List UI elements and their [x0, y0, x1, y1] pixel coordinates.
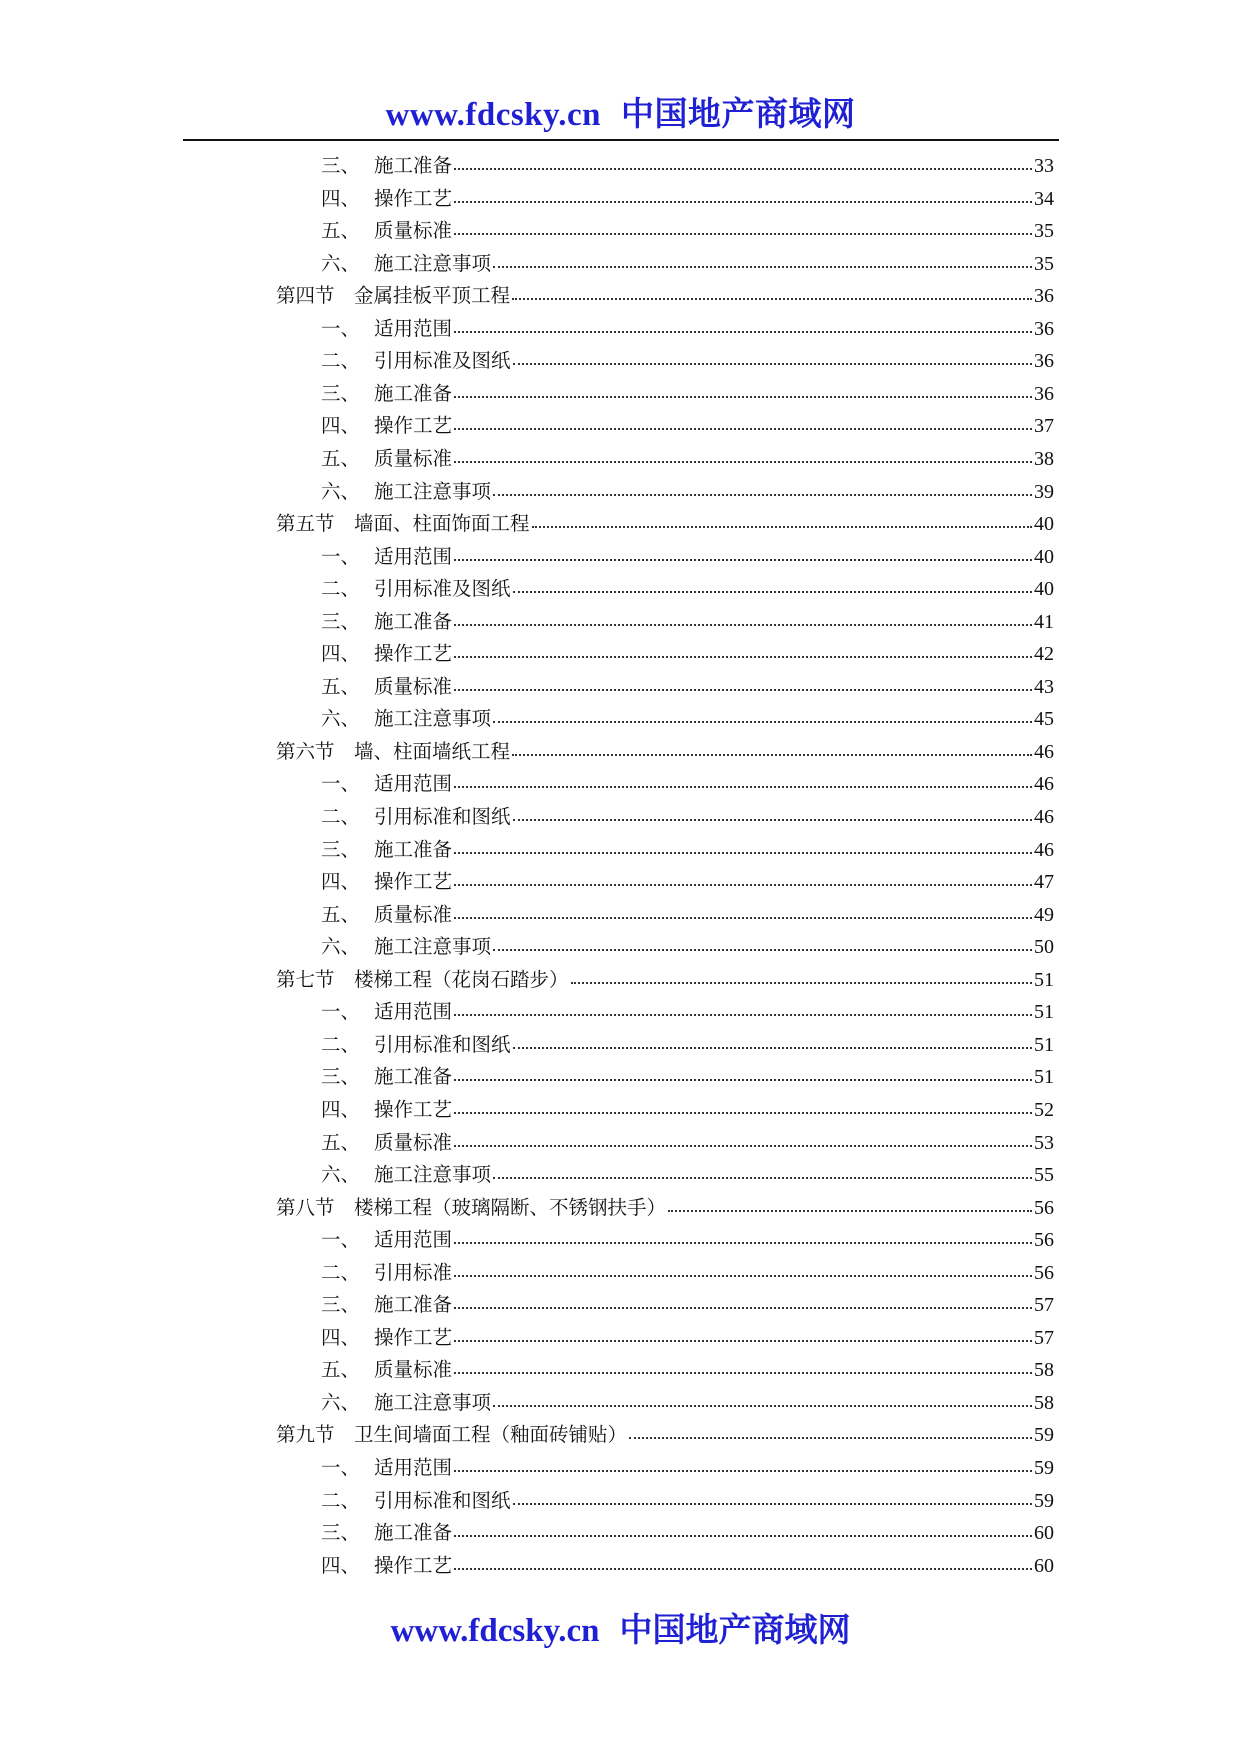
toc-entry-number: 四、 — [321, 1097, 361, 1121]
toc-entry-title: 施工准备 — [374, 1521, 453, 1545]
toc-dot-leader — [454, 152, 1032, 172]
toc-entry-number: 三、 — [321, 609, 361, 633]
toc-subsection-entry[interactable] — [321, 638, 1054, 670]
toc-subsection-entry[interactable] — [321, 573, 1054, 605]
toc-dot-leader — [454, 1291, 1032, 1311]
toc-entry-page-number: 46 — [1034, 740, 1054, 763]
toc-entry-number: 第八节 — [276, 1195, 335, 1219]
toc-entry-number: 第五节 — [276, 512, 335, 536]
header-divider — [183, 139, 1059, 141]
toc-entry-number: 二、 — [321, 1260, 361, 1284]
toc-subsection-entry[interactable] — [321, 248, 1054, 280]
toc-entry-title: 墙面、柱面饰面工程 — [354, 512, 530, 536]
toc-dot-leader — [454, 868, 1032, 888]
toc-entry-page-number: 59 — [1034, 1489, 1054, 1512]
toc-entry-number: 六、 — [321, 251, 361, 275]
toc-entry-title: 施工注意事项 — [374, 1390, 492, 1414]
toc-dot-leader — [629, 1421, 1032, 1441]
toc-entry-page-number: 59 — [1034, 1457, 1054, 1479]
toc-entry-number: 五、 — [321, 674, 361, 698]
toc-section-entry[interactable] — [276, 1192, 1054, 1224]
toc-dot-leader — [493, 933, 1032, 953]
toc-dot-leader — [493, 1161, 1032, 1181]
toc-subsection-entry[interactable] — [321, 1550, 1054, 1582]
toc-subsection-entry[interactable] — [321, 378, 1054, 410]
toc-entry-page-number: 36 — [1034, 382, 1054, 405]
toc-entry-title: 引用标准和图纸 — [374, 805, 511, 828]
toc-entry-number: 三、 — [321, 154, 361, 177]
toc-entry-title: 引用标准和图纸 — [374, 1488, 511, 1512]
toc-entry-page-number: 36 — [1034, 285, 1054, 308]
toc-entry-title: 施工注意事项 — [374, 935, 492, 959]
toc-entry-title: 施工注意事项 — [374, 251, 492, 275]
toc-dot-leader — [454, 901, 1032, 921]
toc-subsection-entry[interactable] — [321, 1257, 1054, 1289]
toc-entry-title: 引用标准 — [374, 1260, 453, 1284]
toc-entry-title: 质量标准 — [374, 1358, 453, 1382]
toc-entry-title: 操作工艺 — [374, 870, 453, 894]
toc-dot-leader — [454, 1324, 1032, 1344]
toc-entry-number: 第九节 — [276, 1423, 335, 1447]
toc-dot-leader — [454, 543, 1032, 563]
toc-subsection-entry[interactable] — [321, 1094, 1054, 1126]
toc-entry-page-number: 57 — [1034, 1326, 1054, 1349]
toc-entry-number: 第六节 — [276, 739, 335, 763]
toc-entry-page-number: 52 — [1034, 1098, 1054, 1121]
toc-entry-page-number: 40 — [1034, 578, 1054, 601]
toc-section-entry[interactable] — [276, 1419, 1054, 1451]
toc-subsection-entry[interactable] — [321, 443, 1054, 475]
toc-dot-leader — [454, 673, 1032, 693]
toc-dot-leader — [454, 185, 1032, 205]
toc-entry-number: 六、 — [321, 1390, 361, 1414]
toc-entry-title: 施工注意事项 — [374, 479, 492, 503]
toc-entry-title: 操作工艺 — [374, 414, 453, 438]
toc-entry-number: 三、 — [321, 1065, 361, 1089]
toc-entry-number: 一、 — [321, 1228, 361, 1252]
toc-dot-leader — [571, 966, 1032, 986]
toc-entry-page-number: 35 — [1034, 220, 1054, 243]
toc-entry-page-number: 58 — [1034, 1359, 1054, 1382]
toc-entry-number: 五、 — [321, 446, 361, 470]
toc-entry-page-number: 51 — [1034, 1033, 1054, 1056]
toc-dot-leader — [454, 1063, 1032, 1083]
toc-entry-page-number: 40 — [1034, 545, 1054, 568]
toc-entry-title: 施工准备 — [374, 609, 453, 633]
toc-entry-number: 四、 — [321, 1553, 361, 1577]
toc-entry-number: 四、 — [321, 186, 361, 210]
toc-entry-page-number: 51 — [1034, 968, 1054, 991]
toc-subsection-entry[interactable] — [321, 671, 1054, 703]
toc-entry-page-number: 47 — [1034, 871, 1054, 894]
toc-entry-page-number: 34 — [1034, 187, 1054, 210]
toc-entry-title: 质量标准 — [374, 902, 453, 926]
toc-subsection-entry[interactable] — [321, 899, 1054, 931]
toc-entry-page-number: 41 — [1034, 610, 1054, 633]
toc-entry-title: 楼梯工程（花岗石踏步） — [354, 967, 569, 991]
toc-entry-page-number: 59 — [1034, 1424, 1054, 1447]
toc-entry-title: 引用标准和图纸 — [374, 1032, 511, 1056]
toc-entry-title: 适用范围 — [374, 1228, 453, 1252]
toc-entry-page-number: 45 — [1034, 708, 1054, 731]
toc-entry-number: 四、 — [321, 870, 361, 894]
toc-subsection-entry[interactable] — [321, 1061, 1054, 1093]
toc-dot-leader — [454, 217, 1032, 237]
toc-entry-page-number: 40 — [1034, 513, 1054, 536]
toc-entry-number: 六、 — [321, 707, 361, 731]
toc-dot-leader — [454, 1226, 1032, 1246]
toc-subsection-entry[interactable] — [321, 1127, 1054, 1159]
toc-subsection-entry[interactable] — [321, 1289, 1054, 1321]
toc-entry-number: 五、 — [321, 902, 361, 926]
toc-dot-leader — [493, 478, 1032, 498]
toc-entry-number: 一、 — [321, 544, 361, 568]
toc-subsection-entry[interactable] — [321, 703, 1054, 735]
toc-subsection-entry[interactable] — [321, 345, 1054, 377]
toc-entry-title: 施工准备 — [374, 1065, 453, 1089]
toc-entry-title: 施工注意事项 — [374, 1163, 492, 1187]
toc-dot-leader — [493, 250, 1032, 270]
toc-entry-page-number: 56 — [1034, 1229, 1054, 1252]
toc-subsection-entry[interactable] — [321, 1224, 1054, 1256]
toc-entry-number: 四、 — [321, 414, 361, 438]
toc-subsection-entry[interactable] — [321, 541, 1054, 573]
toc-entry-title: 施工准备 — [374, 154, 453, 177]
toc-subsection-entry[interactable] — [321, 476, 1054, 508]
toc-entry-page-number: 51 — [1034, 1001, 1054, 1024]
toc-section-entry[interactable] — [276, 736, 1054, 768]
toc-section-entry[interactable] — [276, 508, 1054, 540]
toc-entry-number: 第四节 — [276, 284, 335, 308]
toc-dot-leader — [513, 803, 1032, 823]
toc-entry-title: 楼梯工程（玻璃隔断、不锈钢扶手） — [354, 1195, 667, 1219]
toc-subsection-entry[interactable] — [321, 313, 1054, 345]
toc-dot-leader — [513, 347, 1032, 367]
toc-entry-page-number: 56 — [1034, 1196, 1054, 1219]
toc-entry-page-number: 43 — [1034, 675, 1054, 698]
toc-subsection-entry[interactable] — [321, 150, 1054, 182]
toc-entry-number: 一、 — [321, 316, 361, 340]
toc-entry-page-number: 58 — [1034, 1391, 1054, 1414]
toc-section-entry[interactable] — [276, 280, 1054, 312]
toc-entry-title: 墙、柱面墙纸工程 — [354, 739, 511, 763]
toc-subsection-entry[interactable] — [321, 1029, 1054, 1061]
toc-entry-title: 卫生间墙面工程（釉面砖铺贴） — [354, 1423, 628, 1447]
toc-entry-number: 一、 — [321, 1000, 361, 1024]
toc-entry-title: 操作工艺 — [374, 1097, 453, 1121]
toc-entry-number: 四、 — [321, 1325, 361, 1349]
toc-subsection-entry[interactable] — [321, 606, 1054, 638]
toc-dot-leader — [532, 510, 1032, 530]
toc-entry-page-number: 42 — [1034, 643, 1054, 666]
toc-entry-page-number: 46 — [1034, 773, 1054, 796]
toc-entry-page-number: 46 — [1034, 838, 1054, 861]
toc-entry-number: 五、 — [321, 219, 361, 243]
toc-entry-number: 四、 — [321, 642, 361, 666]
toc-subsection-entry[interactable] — [321, 1354, 1054, 1386]
toc-dot-leader — [454, 315, 1032, 335]
toc-subsection-entry[interactable] — [321, 834, 1054, 866]
toc-entry-page-number: 55 — [1034, 1164, 1054, 1187]
toc-dot-leader — [454, 640, 1032, 660]
toc-dot-leader — [493, 705, 1032, 725]
toc-subsection-entry[interactable] — [321, 768, 1054, 800]
toc-dot-leader — [454, 1129, 1032, 1149]
toc-entry-page-number: 60 — [1034, 1522, 1054, 1545]
toc-entry-page-number: 46 — [1034, 806, 1054, 828]
toc-entry-number: 一、 — [321, 1456, 361, 1479]
toc-subsection-entry[interactable] — [321, 866, 1054, 898]
toc-entry-page-number: 36 — [1034, 317, 1054, 340]
toc-dot-leader — [454, 836, 1032, 856]
toc-entry-number: 二、 — [321, 1032, 361, 1056]
toc-entry-title: 操作工艺 — [374, 1553, 453, 1577]
toc-entry-title: 施工准备 — [374, 837, 453, 861]
toc-entry-number: 二、 — [321, 805, 361, 828]
toc-entry-number: 一、 — [321, 772, 361, 796]
toc-entry-title: 质量标准 — [374, 674, 453, 698]
toc-dot-leader — [513, 575, 1032, 595]
toc-entry-number: 二、 — [321, 349, 361, 373]
toc-dot-leader — [454, 1552, 1032, 1572]
toc-dot-leader — [454, 1356, 1032, 1376]
toc-entry-number: 第七节 — [276, 967, 335, 991]
toc-entry-title: 操作工艺 — [374, 642, 453, 666]
toc-subsection-entry[interactable] — [321, 1485, 1054, 1517]
toc-entry-number: 三、 — [321, 837, 361, 861]
toc-entry-page-number: 39 — [1034, 480, 1054, 503]
toc-entry-number: 三、 — [321, 1521, 361, 1545]
page-footer — [0, 1604, 1241, 1651]
toc-entry-page-number: 38 — [1034, 447, 1054, 470]
toc-entry-title: 引用标准及图纸 — [374, 577, 511, 601]
toc-dot-leader — [512, 282, 1032, 302]
toc-entry-title: 质量标准 — [374, 1130, 453, 1154]
toc-entry-number: 六、 — [321, 935, 361, 959]
toc-entry-title: 施工注意事项 — [374, 707, 492, 731]
toc-entry-page-number: 36 — [1034, 350, 1054, 373]
toc-subsection-entry[interactable] — [321, 1452, 1054, 1484]
toc-dot-leader — [454, 770, 1032, 790]
toc-dot-leader — [454, 412, 1032, 432]
toc-subsection-entry[interactable] — [321, 183, 1054, 215]
toc-entry-title: 适用范围 — [374, 316, 453, 340]
toc-entry-number: 六、 — [321, 1163, 361, 1187]
toc-dot-leader — [513, 1031, 1032, 1051]
toc-entry-title: 操作工艺 — [374, 1325, 453, 1349]
toc-entry-page-number: 35 — [1034, 252, 1054, 275]
toc-entry-page-number: 33 — [1034, 155, 1054, 177]
toc-subsection-entry[interactable] — [321, 931, 1054, 963]
toc-dot-leader — [454, 608, 1032, 628]
toc-dot-leader — [454, 1096, 1032, 1116]
toc-dot-leader — [454, 998, 1032, 1018]
toc-entry-title: 适用范围 — [374, 772, 453, 796]
toc-entry-number: 五、 — [321, 1130, 361, 1154]
toc-dot-leader — [512, 738, 1032, 758]
toc-subsection-entry[interactable] — [321, 1517, 1054, 1549]
toc-dot-leader — [454, 1259, 1032, 1279]
toc-entry-title: 金属挂板平顶工程 — [354, 284, 511, 308]
toc-dot-leader — [454, 1454, 1032, 1474]
toc-subsection-entry[interactable] — [321, 801, 1054, 833]
toc-entry-title: 适用范围 — [374, 544, 453, 568]
toc-section-entry[interactable] — [276, 964, 1054, 996]
toc-entry-page-number: 56 — [1034, 1261, 1054, 1284]
toc-entry-title: 施工准备 — [374, 381, 453, 405]
toc-entry-number: 五、 — [321, 1358, 361, 1382]
toc-entry-page-number: 53 — [1034, 1131, 1054, 1154]
toc-dot-leader — [513, 1487, 1032, 1507]
toc-dot-leader — [454, 380, 1032, 400]
toc-entry-title: 质量标准 — [374, 219, 453, 243]
toc-entry-page-number: 50 — [1034, 936, 1054, 959]
toc-entry-title: 引用标准及图纸 — [374, 349, 511, 373]
page-header — [0, 88, 1241, 135]
toc-entry-page-number: 60 — [1034, 1554, 1054, 1577]
toc-subsection-entry[interactable] — [321, 1159, 1054, 1191]
header-site-name: 中国地产商域网 — [621, 97, 856, 133]
toc-entry-page-number: 51 — [1034, 1066, 1054, 1089]
toc-entry-number: 二、 — [321, 1488, 361, 1512]
toc-dot-leader — [493, 1389, 1032, 1409]
toc-entry-number: 三、 — [321, 1293, 361, 1317]
toc-entry-number: 六、 — [321, 479, 361, 503]
toc-entry-title: 适用范围 — [374, 1000, 453, 1024]
toc-subsection-entry[interactable] — [321, 215, 1054, 247]
toc-entry-number: 二、 — [321, 577, 361, 601]
toc-subsection-entry[interactable] — [321, 1322, 1054, 1354]
toc-subsection-entry[interactable] — [321, 410, 1054, 442]
toc-entry-title: 操作工艺 — [374, 186, 453, 210]
toc-entry-title: 施工准备 — [374, 1293, 453, 1317]
toc-entry-page-number: 49 — [1034, 903, 1054, 926]
footer-site-url: www.fdcsky.cn — [390, 1613, 600, 1649]
toc-entry-title: 质量标准 — [374, 446, 453, 470]
toc-entry-page-number: 37 — [1034, 415, 1054, 438]
toc-dot-leader — [454, 445, 1032, 465]
footer-site-name: 中国地产商域网 — [619, 1613, 851, 1649]
toc-entry-title: 适用范围 — [374, 1456, 453, 1479]
toc-entry-number: 三、 — [321, 381, 361, 405]
toc-dot-leader — [668, 1194, 1032, 1214]
toc-subsection-entry[interactable] — [321, 1387, 1054, 1419]
header-site-url: www.fdcsky.cn — [385, 97, 602, 133]
toc-dot-leader — [454, 1519, 1032, 1539]
toc-entry-page-number: 57 — [1034, 1294, 1054, 1317]
toc-subsection-entry[interactable] — [321, 996, 1054, 1028]
